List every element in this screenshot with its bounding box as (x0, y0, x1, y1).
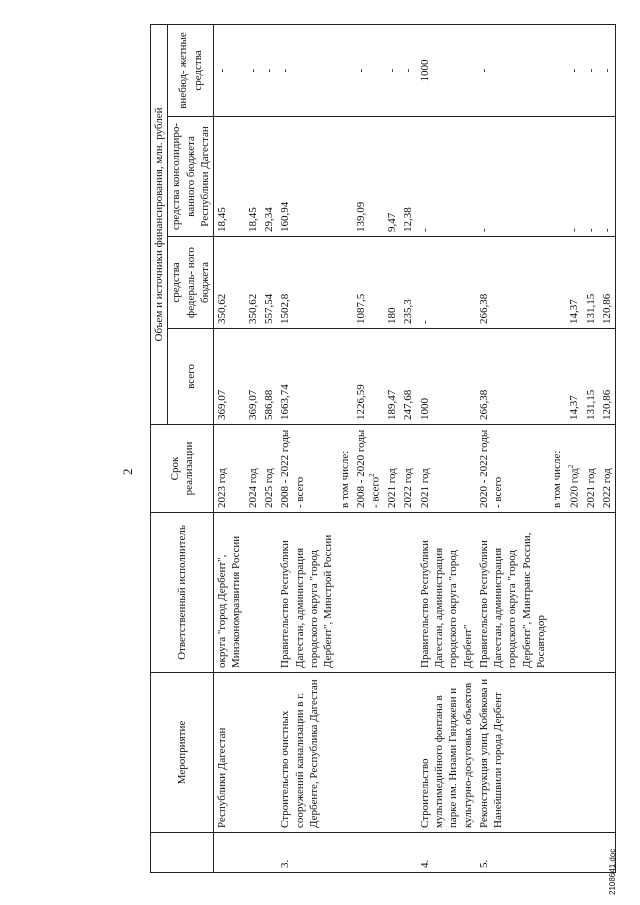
document-id: 2108641.doc (608, 848, 617, 895)
cell-term: 2021 год (384, 425, 400, 513)
cell-federal: 14,37 (566, 237, 583, 329)
cell-num (353, 833, 384, 873)
cell-num (214, 833, 245, 873)
header-executor: Ответственный исполнитель (151, 513, 214, 673)
cell-regional: 29,34 (261, 117, 277, 237)
cell-federal: 235,3 (400, 237, 416, 329)
table-row (400, 24, 416, 872)
cell-num: 4. (417, 833, 476, 873)
cell-total: 14,37 (566, 329, 583, 425)
cell-regional: 18,45 (245, 117, 261, 237)
cell-extra: - (214, 24, 245, 116)
cell-executor (261, 513, 277, 673)
table-row (353, 24, 384, 872)
cell-executor: округа "город Дербент", Минэкономразвития России (214, 513, 245, 673)
cell-executor: Правительство Республики Дагестан, администрация городского округа "город Дербент", Минтранс России, Росавтодор (476, 513, 549, 673)
cell-total: 247,68 (400, 329, 416, 425)
cell-term: 2021 год (583, 425, 599, 513)
cell-federal: 1087,5 (353, 237, 384, 329)
table-body (214, 24, 616, 872)
cell-extra: - (599, 24, 616, 116)
cell-extra: - (384, 24, 400, 116)
header-total: всего (168, 329, 214, 425)
table-row (417, 24, 476, 872)
cell-executor: Правительство Республики Дагестан, администрация городского округа "город Дербент", Минстрой России (277, 513, 336, 673)
table-row (476, 24, 549, 872)
cell-num (566, 833, 583, 873)
cell-measure (549, 673, 565, 833)
cell-extra: - (400, 24, 416, 116)
cell-executor (549, 513, 565, 673)
header-regional: средства консолидиро- ванного бюджета Республики Дагестан (168, 117, 214, 237)
cell-total: 189,47 (384, 329, 400, 425)
cell-num (583, 833, 599, 873)
cell-term: 2024 год (245, 425, 261, 513)
cell-measure: Строительство очистных сооружений канализации в г. Дербенте, Республика Дагестан (277, 673, 336, 833)
cell-measure (599, 673, 616, 833)
cell-regional: 139,09 (353, 117, 384, 237)
cell-term: 2022 год (599, 425, 616, 513)
cell-measure (400, 673, 416, 833)
cell-executor (583, 513, 599, 673)
cell-regional: 9,47 (384, 117, 400, 237)
cell-num (245, 833, 261, 873)
cell-extra (337, 24, 353, 116)
table-row (384, 24, 400, 872)
cell-total: 369,07 (245, 329, 261, 425)
cell-federal: 1502,8 (277, 237, 336, 329)
cell-measure (337, 673, 353, 833)
cell-total: 120,86 (599, 329, 616, 425)
cell-measure (261, 673, 277, 833)
cell-executor (400, 513, 416, 673)
cell-federal: 557,54 (261, 237, 277, 329)
header-term: Срок реализации (151, 425, 214, 513)
cell-measure (245, 673, 261, 833)
cell-regional (549, 117, 565, 237)
cell-federal: 350,62 (245, 237, 261, 329)
table-row (583, 24, 599, 872)
cell-federal: 120,86 (599, 237, 616, 329)
cell-regional: - (583, 117, 599, 237)
cell-measure (583, 673, 599, 833)
cell-executor (384, 513, 400, 673)
cell-term: в том числе: (549, 425, 565, 513)
cell-num (261, 833, 277, 873)
table-row (599, 24, 616, 872)
cell-regional: - (566, 117, 583, 237)
cell-executor: Правительство Республики Дагестан, администрация городского округа "город Дербент" (417, 513, 476, 673)
cell-extra: - (277, 24, 336, 116)
cell-term: 2008 - 2022 годы - всего (277, 425, 336, 513)
cell-num: 3. (277, 833, 336, 873)
cell-measure (353, 673, 384, 833)
cell-federal: 350,62 (214, 237, 245, 329)
cell-regional: 12,38 (400, 117, 416, 237)
cell-extra: - (245, 24, 261, 116)
cell-regional: - (599, 117, 616, 237)
cell-num: 5. (476, 833, 549, 873)
cell-executor (245, 513, 261, 673)
cell-term: 2008 - 2020 годы - всего$^2$ (353, 425, 384, 513)
cell-federal (337, 237, 353, 329)
cell-regional (337, 117, 353, 237)
table-row (214, 24, 245, 872)
cell-regional: - (417, 117, 476, 237)
cell-total (337, 329, 353, 425)
cell-total (549, 329, 565, 425)
cell-total: 131,15 (583, 329, 599, 425)
cell-executor (599, 513, 616, 673)
cell-measure (384, 673, 400, 833)
cell-executor (353, 513, 384, 673)
header-volume: Объем и источники финансирования, млн. рублей (151, 24, 168, 424)
cell-extra: - (261, 24, 277, 116)
cell-term: 2021 год (417, 425, 476, 513)
footnote-marker: 2 (566, 464, 575, 469)
cell-extra: - (476, 24, 549, 116)
financing-table (150, 24, 616, 873)
cell-measure: Республики Дагестан (214, 673, 245, 833)
cell-regional: 160,94 (277, 117, 336, 237)
header-federal: средства федераль- ного бюджета (168, 237, 214, 329)
header-extra: внебюд- жетные средства (168, 24, 214, 116)
cell-measure: Строительство мультимедийного фонтана в парке им. Низами Гянджеви и культурно-досуговых объектов (417, 673, 476, 833)
cell-extra: - (583, 24, 599, 116)
cell-measure (566, 673, 583, 833)
cell-federal (549, 237, 565, 329)
cell-regional: 18,45 (214, 117, 245, 237)
cell-total: 1000 (417, 329, 476, 425)
cell-federal: 180 (384, 237, 400, 329)
cell-term: 2020 - 2022 годы - всего (476, 425, 549, 513)
page-number: 2 (120, 468, 135, 475)
cell-extra: - (353, 24, 384, 116)
cell-extra: - (566, 24, 583, 116)
footnote-marker: 2 (368, 473, 377, 477)
cell-num (400, 833, 416, 873)
cell-executor (337, 513, 353, 673)
cell-executor (566, 513, 583, 673)
table-row (261, 24, 277, 872)
cell-num (337, 833, 353, 873)
cell-federal: 131,15 (583, 237, 599, 329)
cell-num (549, 833, 565, 873)
cell-term: 2025 год (261, 425, 277, 513)
cell-federal: 266,38 (476, 237, 549, 329)
table-row (566, 24, 583, 872)
cell-total: 1663,74 (277, 329, 336, 425)
cell-term: 2022 год (400, 425, 416, 513)
table-row (245, 24, 261, 872)
cell-extra: 1000 (417, 24, 476, 116)
header-measure: Мероприятие (151, 673, 214, 833)
cell-measure: Реконструкция улиц Кобякова и Нанейшвили города Дербент (476, 673, 549, 833)
cell-num (384, 833, 400, 873)
header-num (151, 833, 214, 873)
cell-total: 266,38 (476, 329, 549, 425)
cell-federal: - (417, 237, 476, 329)
cell-term: в том числе: (337, 425, 353, 513)
table-row (549, 24, 565, 872)
cell-extra (549, 24, 565, 116)
cell-total: 586,88 (261, 329, 277, 425)
cell-term: 2023 год (214, 425, 245, 513)
table-row (277, 24, 336, 872)
cell-term: 2020 год$^2$ (566, 425, 583, 513)
cell-regional: - (476, 117, 549, 237)
table-row (337, 24, 353, 872)
cell-total: 369,07 (214, 329, 245, 425)
cell-total: 1226,59 (353, 329, 384, 425)
